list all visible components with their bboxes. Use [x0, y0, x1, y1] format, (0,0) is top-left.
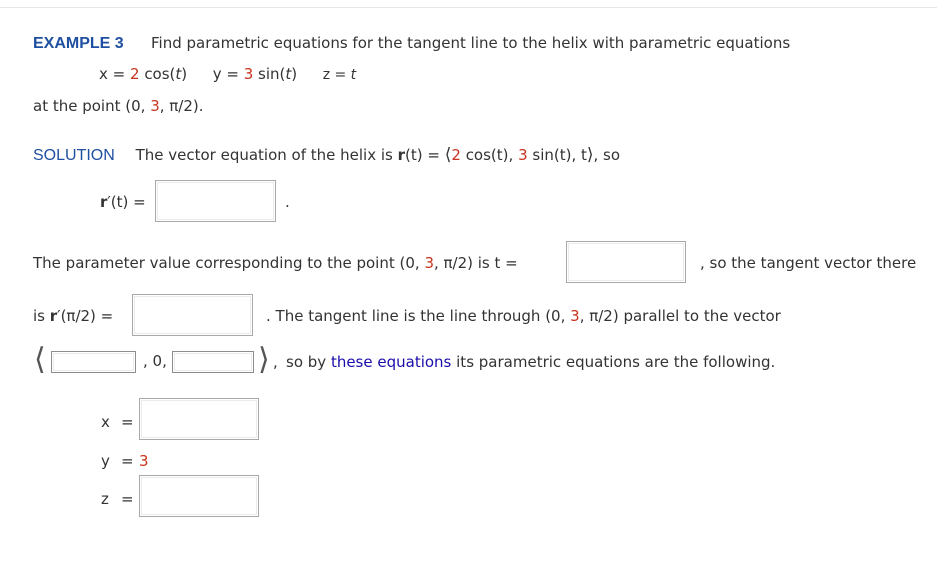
tangent-vector-text: , so the tangent vector there [700, 254, 917, 272]
x-equation: x = 2 cos(t) [99, 65, 188, 83]
vector-component-3-input[interactable] [172, 351, 254, 373]
x-equals: = [121, 413, 134, 431]
z-answer-input[interactable] [139, 475, 259, 517]
tangent-vector-answer-input[interactable] [132, 294, 253, 336]
vector-comma: , [273, 353, 278, 371]
solution-line: SOLUTION The vector equation of the helix is r(t) = ⟨2 cos(t), 3 sin(t), t⟩, so [33, 145, 621, 165]
conclusion-text: so by these equations its parametric equations are the following. [286, 353, 776, 371]
example-label: EXAMPLE 3 [33, 35, 124, 52]
y-value: 3 [139, 452, 149, 470]
x-answer-input[interactable] [139, 398, 259, 440]
tangent-line-text: . The tangent line is the line through (0, 3, π/2) parallel to the vector [266, 307, 781, 325]
vector-open-bracket: ⟨ [34, 342, 46, 377]
tangent-vector-label: is r′(π/2) = [33, 307, 114, 325]
y-label: y [101, 452, 110, 470]
example-header [33, 34, 124, 53]
rprime-period: . [285, 193, 290, 211]
vector-close-bracket: ⟩ [258, 342, 270, 377]
parameter-statement: The parameter value corresponding to the point (0, 3, π/2) is t = [33, 254, 518, 272]
example-prompt: Find parametric equations for the tangent line to the helix with parametric equations [151, 34, 791, 52]
rprime-answer-input[interactable] [155, 180, 276, 222]
z-equals: = [121, 490, 134, 508]
z-equation: z = t [322, 67, 357, 83]
vector-middle-component: , 0, [143, 352, 167, 370]
parameter-answer-input[interactable] [566, 241, 686, 283]
top-divider [0, 7, 937, 8]
x-label: x [101, 413, 110, 431]
solution-label: SOLUTION [33, 147, 115, 164]
rprime-label: r′(t) = [100, 193, 146, 211]
these-equations-link[interactable]: these equations [330, 353, 452, 371]
helix-equations [99, 65, 356, 83]
y-equals: = [121, 452, 134, 470]
vector-component-1-input[interactable] [51, 351, 136, 373]
y-equation: y = 3 sin(t) [212, 65, 298, 83]
point-statement: at the point (0, 3, π/2). [33, 97, 204, 115]
z-label: z [101, 490, 109, 508]
